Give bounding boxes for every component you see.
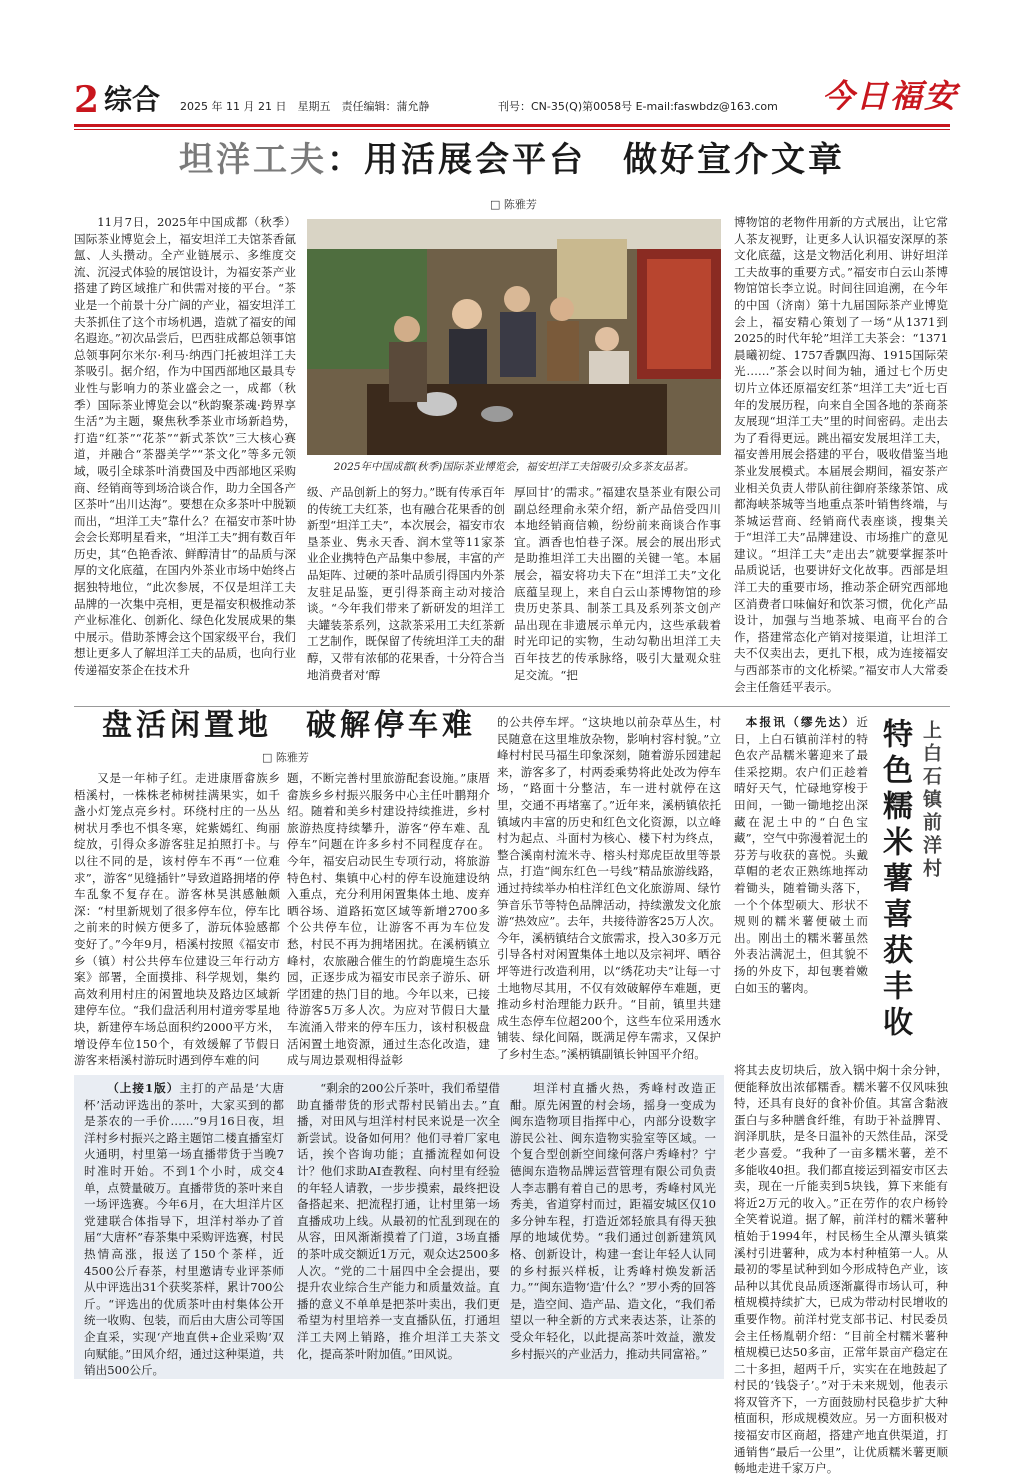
article1-col4-text: 博物馆的老物件用新的方式展出，让它常人茶友视野，让更多人认识福安深厚的茶文化底蕴，这是文物活化利用、讲好坦洋工夫故事的重要方式。”福安市白云山茶博物馆馆长李立说。时间往回追溯，在今年的中国（济南）第十九届国际茶产业博览会上，福安精心策划了一场“从1371到2025的时代年轮”坦洋工夫茶会：“1371晨曦初绽、1757香飘四海、1915国际荣光……”茶会以时间为轴，通过七个历史切片立体还原福安红茶“坦洋工夫”近七百年的发展历程，向来自全国各地的茶商茶友展现“坦洋工夫”里的时间密码。走出去为了看得更远。跳出福安发展坦洋工夫，福安善用展会搭建的平台，吸收借鉴当地茶业发展模式。本届展会期间，福安茶产业相关负责人带队前往御府茶缘茶馆、成都海峡茶城等当地重点茶叶销售终端，与茶城运营商、经销商代表座谈，搜集关于“坦洋工夫”品牌建设、市场推广的意见建议。“坦洋工夫”走出去”就要掌握茶叶品质说话，也要讲好文化故事。西部是坦洋工夫的重要市场，推动茶企研究西部地区消费者口味偏好和饮茶习惯，优化产品设计，加强与当地茶城、电商平台的合作，搭建常态化产销对接渠道，让坦洋工夫不仅卖出去，更扎下根，成为连接福安与西部茶市的文化桥梁。”福安市人大常委会主任詹廷平表示。 — [734, 215, 948, 694]
page-number: 2 — [74, 79, 100, 121]
tea-expo-photo — [307, 219, 721, 455]
article3-column — [734, 714, 868, 1060]
article2-col3-text: 的公共停车坪。“这块地以前杂草丛生，村民随意在这里堆放杂物，影响村容村貌。”立峰村村民马福生印象深刻，随着游乐园建起来，游客多了，村两委乘势将此处改为停车场，“路面十分整洁，车一进村就停在这里，交通不再堵塞了。”近年来，溪柄镇依托镇域内丰富的历史和红色文化资源，以立峰村为起点、斗面村为核心、楼下村为终点，整合溪南村流米寺、榕头村郑虎臣故里等景点，打造“闽东红色一号线”精品旅游线路，通过持续举办柏柱洋红色文化旅游周、绿竹笋音乐节等特色品牌活动，持续激发文化旅游“热效应”。去年，共接待游客25万人次。今年，溪柄镇结合文旅需求，投入30多万元引导各村对闲置集体土地以及宗祠坪、晒谷坪等进行改造利用，以“绣花功夫”让每一寸土地物尽其用，不仅有效破解停车难题，更推动乡村治理能力跃升。“目前，镇里共建成生态停车位超200个，这些车位采用透水铺装、绿化间隔，既满足停车需求，又保护了乡村生态。”溪柄镇副镇长钟国平介绍。 — [497, 715, 721, 1061]
article2-column-1 — [74, 770, 280, 1066]
masthead-rule-thin — [74, 129, 950, 130]
article4-lead: （上接1版） — [107, 1081, 180, 1095]
article3-headline: 特色糯米薯喜获丰收 — [877, 718, 912, 1042]
tea-expo-photo-image — [307, 219, 721, 455]
article4-col1-para — [84, 1080, 284, 1379]
newspaper-logo: 今日福安 — [822, 77, 959, 115]
article3-col-text: 近日，上白石镇前洋村的特色农产品糯米薯迎来了最佳采挖期。农户们正趁着晴好天气，忙碌地穿梭于田间，一锄一锄地挖出深藏在泥土中的“白色宝藏”，空气中弥漫着泥土的芬芳与收获的喜悦。头戴草帽的老农正熟练地挥动着锄头，随着锄头落下，一个个体型硕大、形状不规则的糯米薯便破土而出。刚出土的糯米薯虽然外表沾满泥土，但其貌不扬的外皮下，却包裹着嫩白如玉的薯肉。 — [734, 715, 868, 995]
article1-byline: □ 陈雅芳 — [490, 198, 537, 211]
article1-headline-kicker: 坦洋工夫 — [179, 140, 327, 180]
article2-column-3 — [497, 714, 721, 1066]
issn-email-line: 刊号：CN-35(Q)第0058号 E-mail:faswbdz@163.com — [498, 100, 778, 113]
article2-headline: 盘活闲置地 破解停车难 — [102, 708, 476, 743]
article1-headline — [74, 140, 950, 181]
article3-bottom-column — [734, 1062, 948, 1476]
article1-col3-text: 厚回甘’的需求。”福建农垦茶业有限公司副总经理俞永荣介绍，新产品倍受四川本地经销商信赖，纷纷前来商谈合作事宜。酒香也怕巷子深。展会的展出形式是助推坦洋工夫出圈的关键一笔。本届展会，福安将功夫下在“坦洋工夫”文化底蕴呈现上，来自白云山茶博物馆的珍贵历史茶具、制茶工具及系列茶文创产品出现在非遗展示单元内，这些承载着时光印记的实物，生动勾勒出坦洋工夫百年技艺的传承脉络，吸引大量观众驻足交流。“把 — [514, 485, 721, 682]
article1-column-2 — [307, 484, 505, 700]
photo-caption: 2025年中国成都(秋季)国际茶业博览会，福安坦洋工夫馆吸引众多茶友品茗。 — [333, 461, 695, 473]
article3-byline: 本报讯（缪先达） — [745, 715, 857, 729]
article4-column-3 — [510, 1080, 716, 1376]
article2-column-2 — [287, 770, 490, 1066]
article1-column-3 — [514, 484, 721, 700]
masthead-rule — [74, 124, 950, 127]
article1-col2-text: 级、产品创新上的努力。”既有传承百年的传统工夫红茶，也有融合花果香的创新型“坦洋工夫”，本次展会，福安市农垦茶业、隽永天香、润木堂等11家茶业企业携特色产品集中参展，丰富的产品矩阵、过硬的茶叶品质引得国内外茶友驻足品鉴，更引得茶商主动对接洽谈。“今年我们带来了新研发的坦洋工夫罐装茶系列，这款茶采用工夫红茶新工艺制作，既保留了传统坦洋工夫的甜醇，又带有浓郁的花果香，十分符合当地消费者对‘醇 — [307, 485, 505, 682]
article2-col2-text: 题，不断完善村里旅游配套设施。”康厝畲族乡乡村振兴服务中心主任叶鹏翔介绍。随着和美乡村建设持续推进，乡村旅游热度持续攀升，游客“停车难、乱停车”问题在许多乡村不同程度存在。今年，福安启动民生专项行动，将旅游特色村、集镇中心村的停车设施建设纳入重点，充分利用闲置集体土地、废弃晒谷场、道路拓宽区域等新增2700多个公共停车位，让游客不再为车位发愁，村民不再为拥堵困扰。在溪柄镇立峰村，农旅融合催生的竹韵鹿境生态乐园，正逐步成为福安市民亲子游乐、研学团建的热门目的地。今年以来，已接待游客5万多人次。为应对节假日大量车流涌入带来的停车压力，该村积极盘活闲置土地资源，通过生态化改造，建成与周边景观相得益彰 — [287, 771, 490, 1068]
article4-col2-text: “剩余的200公斤茶叶，我们希望借助直播带货的形式帮村民销出去。”直播，对田风与坦洋村村民来说是一次全新尝试。设备如何用？他们寻着厂家电话，挨个咨询功能；直播流程如何设计？他们求助AI查教程、向村里有经验的年轻人请教，一步步摸索，最终把设备搭起来、把流程打通，让村里第一场直播成功上线。从最初的忙乱到现在的从容，田风渐渐摸着了门道，3场直播的茶叶成交额近1万元，观众达2500多人次。“党的二十届四中全会提出，要提升农业综合生产能力和质量效益。直播的意义不单单是把茶叶卖出，我们更希望为村里培养一支直播队伍，打通坦洋工夫网上销路，推介坦洋工夫茶文化，提高茶叶附加值。”田风说。 — [297, 1081, 500, 1361]
article1-headline-main: ：用活展会平台 做好宣介文章 — [327, 140, 845, 180]
article3-bottom-text: 将其去皮切块后，放入锅中焖十余分钟，便能释放出浓郁糯香。糯米薯不仅风味独特，还具有良好的食补价值。其富含黏液蛋白与多种膳食纤维，有助于补益脾胃、润泽肌肤，是冬日温补的天然佳品，深受老少喜爱。“我种了一亩多糯米薯，差不多能收40担。我们都直接运到福安市区去卖，现在一斤能卖到5块钱，算下来能有将近2万元的收入。”正在劳作的农户杨铃全笑着说道。据了解，前洋村的糯米薯种植始于1994年，村民杨生全从潭头镇棠溪村引进薯种，成为本村种植第一人。从最初的零星试种到如今形成特色产业，该品种以其优良品质逐渐赢得市场认可，种植规模持续扩大，已成为带动村民增收的重要作物。前洋村党支部书记、村民委员会主任杨胤朝介绍：“目前全村糯米薯种植规模已达50多亩，正常年景亩产稳定在二十多担，超两千斤，实实在在地鼓起了村民的‘钱袋子’。”对于未来规划，他表示将双管齐下，一方面鼓励村民稳步扩大种植面积，形成规模效应。另一方面积极对接福安市区商超，搭建产地直供渠道，打通销售“最后一公里”，让优质糯米薯更顺畅地走进千家万户。 — [734, 1063, 948, 1476]
article4-col3-text: 坦洋村直播火热，秀峰村改造正酣。原先闲置的村会场，摇身一变成为闽东造物项目指挥中心，内部分设数字游民公社、闽东造物实验室等区域。一个复合型创新空间缘何落户秀峰村？宁德闽东造物品牌运营管理有限公司负责人李志鹏有着自己的思考，秀峰村风光秀美，省道穿村而过，距福安城区仅10多分钟车程，打造近郊轻旅具有得天独厚的地域优势。“我们通过创新建筑风格、创新设计，构建一套让年轻人认同的乡村振兴样板，让秀峰村焕发新活力。”“闽东造物‘造’什么？”罗小秀的回答是，造空间、造产品、造文化，“我们希望以一种全新的方式来表达茶，让茶的受众年轻化，以此提高茶叶效益，激发乡村振兴的产业活力，推动共同富裕。” — [510, 1081, 716, 1361]
article4-col1-text: 主打的产品是‘大唐杯’活动评选出的茶叶，大家买到的都是茶农的一手价……”9月16日夜，坦洋村乡村振兴之路主题馆二楼直播室灯火通明，村里第一场直播带货于当晚7时准时开始。不到1个小时，成交4单，点赞量破万。直播带货的茶叶来自一场评选赛。今年6月，在大坦洋片区党建联合体指导下，坦洋村举办了首届“大唐杯”春茶集中采购评选赛，村民热情高涨，报送了150个茶样，近4500公斤春茶，村里邀请专业评茶师从中评选出31个获奖茶样，累计700公斤。“评选出的优质茶叶由村集体公开统一收购、包装，而后由大唐公司等国企直采，实现‘产地直供+企业采购’双向赋能。”田风介绍，通过这种渠道，共销出500公斤。 — [84, 1081, 284, 1378]
article4-column-1 — [84, 1080, 284, 1376]
article1-column-4 — [734, 214, 948, 700]
date-editor-line: 2025 年 11 月 21 日 星期五 责任编辑：蒲允静 — [180, 100, 430, 113]
section-title: 综合 — [104, 83, 161, 116]
article4-column-2 — [297, 1080, 500, 1376]
article2-col1-text: 又是一年柿子红。走进康厝畲族乡梧溪村，一株株老柿树挂满果实，如千盏小灯笼点亮乡村。环绕村庄的一丛丛树状月季也不惧冬寒，姹紫嫣红、绚丽绽放，引得众多游客驻足拍照打卡。与以往不同的是，该村停车不再“一位难求”，游客“见缝插针”导致道路拥堵的停车乱象不复存在。游客林昊淇感触颇深：“村里新规划了很多停车位，停车比之前来的时候方便多了，游玩体验感都变好了。”今年9月，梧溪村按照《福安市乡（镇）村公共停车位建设三年行动方案》部署，全面摸排、科学规划，集约高效利用村庄的闲置地块及路边区域新建停车位。“我们盘活利用村道旁零星地块，新建停车场总面积约2000平方米，增设停车位150个，有效缓解了节假日游客来梧溪村游玩时遇到停车难的问 — [74, 771, 280, 1068]
article3-col-para — [734, 714, 868, 996]
article1-column-1 — [74, 214, 296, 700]
article3-kicker: 上白石镇前洋村 — [920, 720, 942, 881]
article2-byline: □ 陈雅芳 — [262, 751, 309, 764]
article1-col1-text: 11月7日，2025年中国成都（秋季）国际茶业博览会上，福安坦洋工夫馆茶香氤氲、人头攒动。全产业链展示、多维度交流、沉浸式体验的展馆设计，为福安茶产业搭建了跨区域推广和供需对接的平台。“茶业是一个前景十分广阔的产业，福安坦洋工夫茶抓住了这个市场机遇，造就了福安的闻名遐迩。”初次品尝后，巴西驻成都总领事馆总领事阿尔米尔·利马·纳西门托被坦洋工夫茶吸引。据介绍，作为中国西部地区最具专业性与影响力的茶业盛会之一，成都（秋季）国际茶业博览会以“秋韵聚茶魂·跨界享生活”为主题，聚焦秋季茶业市场新趋势，打造“红茶”“花茶”“新式茶饮”三大核心赛道，并融合“茶器美学”“茶文化”等多元领域，吸引全球茶叶消费国及中西部地区采购商、经销商等到场洽谈合作，助力全国各产区茶叶“出川达海”。要想在众多茶叶中脱颖而出，“坦洋工夫”靠什么？在福安市茶叶协会会长郑明星看来，“坦洋工夫”拥有数百年历史，其“色艳香浓、鲜醇清甘”的品质与深厚的文化底蕴，在国内外茶业市场中始终占据独特地位，“此次参展，不仅是坦洋工夫品牌的一次集中亮相，更是福安积极推动茶产业标准化、创新化、绿色化发展成果的集中展示。借助茶博会这个国家级平台，我们想让更多人了解坦洋工夫的品质，也向行业传递福安茶企在技术升 — [74, 215, 296, 678]
